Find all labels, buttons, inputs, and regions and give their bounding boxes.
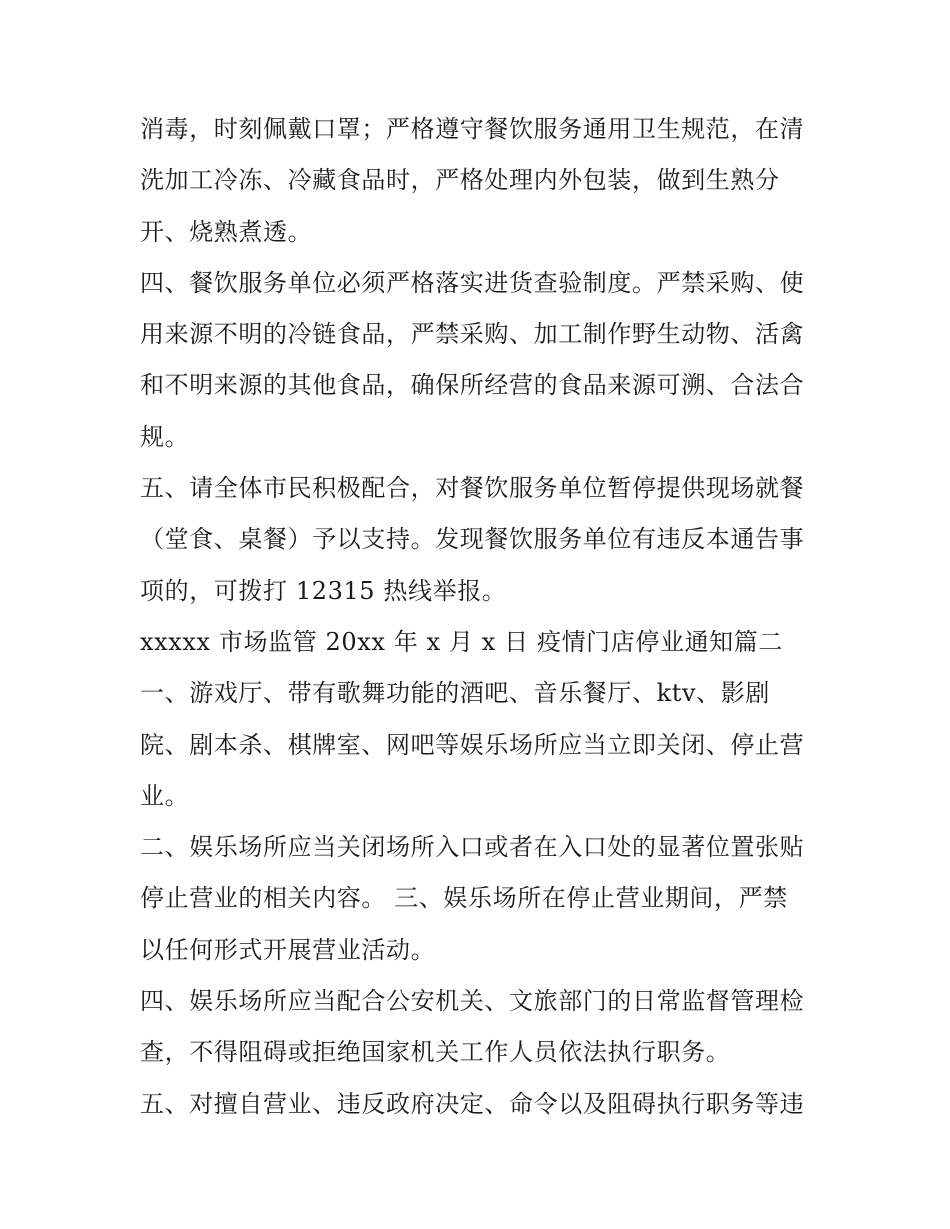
text-line: 开、烧熟煮透。 — [140, 217, 313, 246]
text-line: 停止营业的相关内容。 三、娱乐场所在停止营业期间，严禁 — [140, 884, 788, 913]
document-page — [140, 104, 820, 1130]
text-line: 查，不得阻碍或拒绝国家机关工作人员依法执行职务。 — [140, 1038, 731, 1067]
text-line: 二、娱乐场所应当关闭场所入口或者在入口处的显著位置张贴 — [140, 833, 805, 862]
text-line: 五、对擅自营业、违反政府决定、命令以及阻碍执行职务等违 — [140, 1089, 805, 1118]
text-line: 规。 — [140, 422, 190, 451]
text-line: 以任何形式开展营业活动。 — [140, 935, 436, 964]
text-line: 四、餐饮服务单位必须严格落实进货查验制度。严禁采购、使 — [140, 268, 805, 297]
text-line: 洗加工冷冻、冷藏食品时，严格处理内外包装，做到生熟分 — [140, 166, 780, 195]
section-heading: xxxxx 市场监管 20xx 年 x 月 x 日 疫情门店停业通知篇二 — [140, 627, 783, 656]
text-line: 院、剧本杀、棋牌室、网吧等娱乐场所应当立即关闭、停止营 — [140, 730, 805, 759]
text-line: （堂食、桌餐）予以支持。发现餐饮服务单位有违反本通告事 — [140, 525, 805, 554]
text-line: 消毒，时刻佩戴口罩；严格遵守餐饮服务通用卫生规范，在清 — [140, 115, 805, 143]
text-line: 和不明来源的其他食品，确保所经营的食品来源可溯、合法合 — [140, 371, 805, 400]
text-line: 项的，可拨打 12315 热线举报。 — [140, 576, 507, 605]
text-line: 用来源不明的冷链食品，严禁采购、加工制作野生动物、活禽 — [140, 320, 805, 349]
text-line: 一、游戏厅、带有歌舞功能的酒吧、音乐餐厅、ktv、影剧 — [140, 679, 770, 708]
text-line: 业。 — [140, 781, 190, 810]
text-line: 五、请全体市民积极配合，对餐饮服务单位暂停提供现场就餐 — [140, 474, 805, 503]
text-line: 四、娱乐场所应当配合公安机关、文旅部门的日常监督管理检 — [140, 987, 805, 1016]
